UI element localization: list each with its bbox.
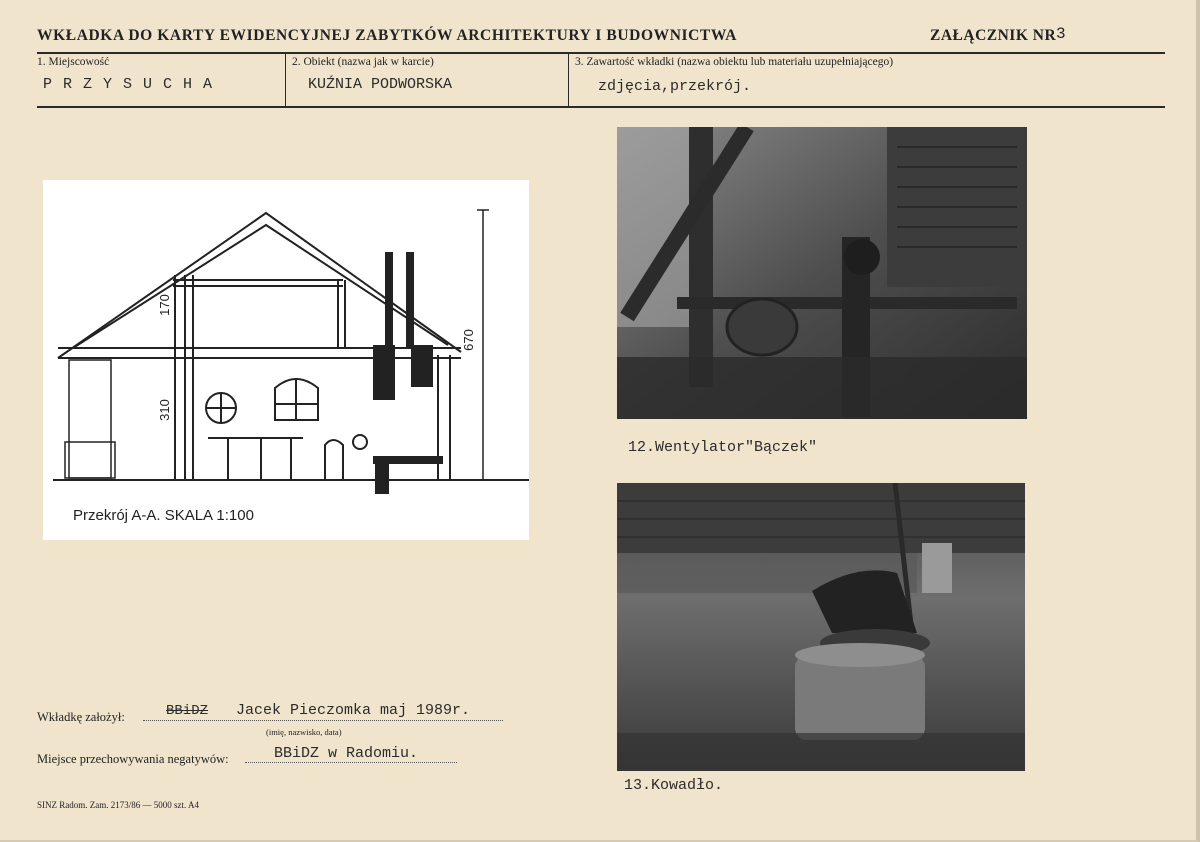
dim-roof-label: 170 <box>157 294 172 316</box>
storage-value: BBiDZ w Radomiu. <box>274 745 419 762</box>
annex-label: ZAŁĄCZNIK NR <box>930 27 1057 44</box>
photo-fan-image <box>617 127 1027 419</box>
field-divider-1 <box>285 53 286 107</box>
object-label: 2. Obiekt (nazwa jak w karcie) <box>292 56 434 68</box>
locality-value: P R Z Y S U C H A <box>43 76 214 93</box>
section-drawing-graphic <box>43 180 529 540</box>
annex-number: 3 <box>1056 25 1066 43</box>
photo-anvil-caption: 13.Kowadło. <box>624 777 724 794</box>
photo-fan-caption: 12.Wentylator"Bączek" <box>628 439 818 456</box>
field-divider-2 <box>568 53 569 107</box>
fields-bottom-rule <box>37 106 1165 108</box>
photo-anvil-image <box>617 483 1025 771</box>
dim-total-label: 670 <box>461 329 476 351</box>
dim-wall-label: 310 <box>157 399 172 421</box>
founder-label: Wkładkę założył: <box>37 710 125 724</box>
brick-pillar <box>69 360 111 478</box>
header-rule <box>37 52 1165 54</box>
contents-label: 3. Zawartość wkładki (nazwa obiektu lub materiału uzupełniającego) <box>575 56 894 68</box>
locality-label: 1. Miejscowość <box>37 56 110 68</box>
founder-struck: BBiDZ <box>166 703 209 719</box>
anvil-stump <box>795 655 925 740</box>
founder-value: Jacek Pieczomka maj 1989r. <box>236 702 471 719</box>
storage-label: Miejsce przechowywania negatywów: <box>37 752 229 766</box>
chimney-right <box>406 252 414 347</box>
object-value: KUŹNIA PODWORSKA <box>308 76 453 93</box>
print-note: SINZ Radom. Zam. 2173/86 — 5000 szt. A4 <box>37 800 199 810</box>
contents-value: zdjęcia,przekrój. <box>598 78 752 95</box>
section-drawing <box>43 180 529 540</box>
drawing-caption: Przekrój A-A. SKALA 1:100 <box>73 507 254 524</box>
storage-dotline <box>245 762 457 763</box>
document-title: WKŁADKA DO KARTY EWIDENCYJNEJ ZABYTKÓW ARCHITEKTURY I BUDOWNICTWA <box>37 27 738 44</box>
founder-dotline <box>143 720 503 721</box>
founder-hint: (imię, nazwisko, data) <box>266 727 342 737</box>
photo-anvil <box>617 483 1025 771</box>
photo-fan <box>617 127 1027 419</box>
